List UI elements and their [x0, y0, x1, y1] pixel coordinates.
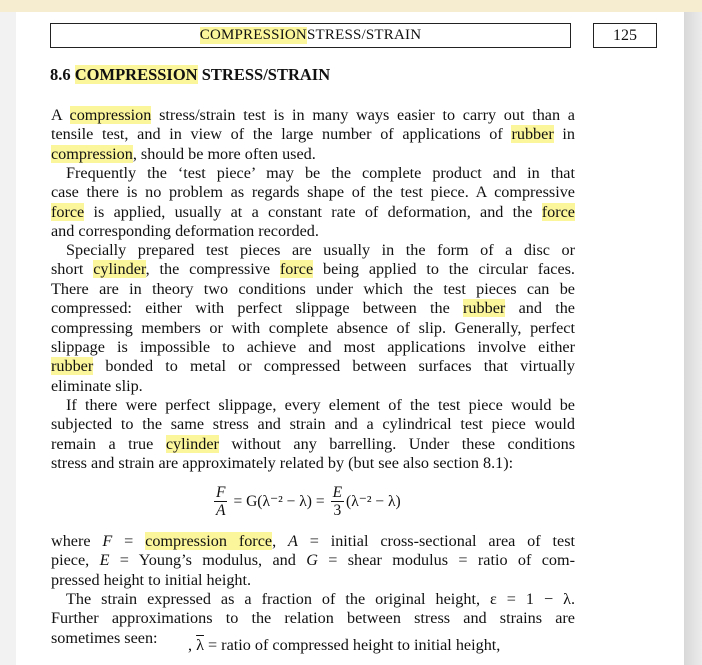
highlighted-term: rubber — [51, 357, 94, 376]
text-line — [51, 164, 575, 183]
text-run: stress and strain are approximately related by (but see also section 8.1): — [51, 454, 514, 473]
text-line — [51, 183, 575, 202]
text-line — [51, 241, 575, 260]
text-line — [51, 590, 575, 609]
lhs-denominator: A — [216, 502, 226, 519]
paragraph-3 — [51, 241, 575, 396]
paragraph-5 — [51, 532, 575, 590]
top-margin-strip — [0, 0, 702, 12]
text-run: If there were perfect slippage, every element of the test piece would be — [66, 396, 575, 414]
text-line — [51, 571, 575, 590]
running-head — [50, 23, 571, 48]
text-line — [51, 222, 575, 241]
text-run: eliminate slip. — [51, 376, 143, 395]
book-page — [16, 12, 684, 665]
text-line — [51, 609, 575, 628]
text-run: and the — [505, 299, 575, 318]
equation-tail: (λ⁻² − λ) — [346, 493, 401, 510]
lhs-fraction — [214, 484, 227, 519]
page-edge-shadow — [684, 12, 702, 665]
paragraph-2 — [51, 164, 575, 242]
text-run: pressed height to initial height. — [51, 570, 252, 589]
section-heading — [50, 65, 330, 85]
rhs-numerator: E — [332, 484, 343, 501]
text-run: in — [553, 125, 576, 144]
text-run: piece, — [51, 551, 100, 570]
section-title-highlight: COMPRESSION — [74, 65, 198, 84]
text-line — [51, 551, 575, 570]
highlighted-term: cylinder — [165, 434, 219, 453]
rhs-fraction — [331, 484, 344, 519]
text-line — [51, 454, 575, 473]
math-variable: E — [99, 551, 110, 570]
highlighted-term: compression — [51, 144, 133, 163]
lambda-bar-symbol: $\overline{\lambda}$ — [196, 636, 204, 654]
text-run: = — [112, 532, 146, 550]
rhs-denominator: 3 — [333, 502, 342, 519]
text-run: = shear modulus = ratio of com- — [317, 551, 575, 570]
last-line-text: = ratio of compressed height to initial height, — [203, 636, 501, 654]
text-line — [51, 338, 575, 357]
highlighted-term: rubber — [463, 299, 506, 318]
math-variable: G — [306, 551, 318, 570]
text-run: Frequently the ‘test piece’ may be the complete product and in that — [66, 164, 575, 182]
highlighted-term: compression force — [145, 532, 273, 550]
page-number: 125 — [593, 23, 657, 48]
math-variable: F — [102, 532, 113, 550]
text-run: is applied, usually at a constant rate of deformation, and the — [84, 202, 542, 221]
section-title: STRESS/STRAIN — [197, 65, 331, 84]
text-line — [51, 260, 575, 279]
math-variable: A — [287, 532, 298, 550]
text-line — [51, 319, 575, 338]
text-line — [51, 532, 575, 551]
highlighted-term: force — [541, 202, 575, 221]
text-run: and corresponding deformation recorded. — [51, 222, 319, 241]
text-run: , should be more often used. — [132, 144, 316, 163]
text-run: bonded to metal or compressed between surfaces that virtually — [93, 357, 575, 376]
highlighted-term: rubber — [511, 125, 554, 144]
highlighted-term: force — [279, 260, 314, 279]
equation-middle: = G(λ⁻² − λ) = — [233, 493, 325, 510]
highlighted-term: cylinder — [93, 260, 146, 279]
text-line — [51, 106, 575, 125]
text-run: Specially prepared test pieces are usually in the form of a disc or — [66, 241, 575, 259]
text-line — [51, 415, 575, 434]
text-run: tensile test, and in view of the large number of applications of — [51, 125, 512, 144]
text-run: = initial cross-sectional area of test — [297, 532, 576, 550]
text-line — [51, 377, 575, 396]
text-run: sometimes seen: — [51, 628, 158, 647]
comma-text: , — [188, 636, 197, 654]
text-run: subjected to the same stress and strain and a cylindrical test piece would — [51, 415, 575, 434]
text-run: case there is no problem as regards shape of the test piece. A compressive — [51, 183, 575, 202]
text-line — [51, 125, 575, 144]
paragraph-4 — [51, 396, 575, 474]
text-run: compressing members or with complete absence of slip. Generally, perfect — [51, 318, 575, 337]
partial-last-line — [51, 636, 611, 655]
text-run: The strain expressed as a fraction of the original height, ε = 1 − λ. — [66, 590, 575, 608]
text-run: stress/strain test is in many ways easier to carry out than a — [151, 106, 575, 124]
text-line — [51, 435, 575, 454]
text-line — [51, 357, 575, 376]
stress-strain-equation — [212, 484, 401, 519]
running-head-title: STRESS/STRAIN — [306, 27, 422, 43]
highlighted-term: force — [51, 202, 85, 221]
running-head-highlight: COMPRESSION — [199, 27, 307, 43]
text-line — [51, 299, 575, 318]
text-run: , — [272, 532, 288, 550]
text-line — [51, 396, 575, 415]
lhs-numerator: F — [216, 484, 226, 501]
text-run: compressed: either with perfect slippage between the — [51, 299, 464, 318]
text-run: remain a true — [51, 434, 166, 453]
section-number: 8.6 — [50, 65, 75, 84]
text-run: There are in theory two conditions under which the test pieces can be — [51, 279, 575, 298]
text-run: without any barrelling. Under these conditions — [218, 434, 575, 453]
text-line — [51, 280, 575, 299]
text-run: Further approximations to the relation between stress and strains are — [51, 609, 575, 628]
text-line — [51, 145, 575, 164]
paragraph-1 — [51, 106, 575, 164]
text-line — [51, 203, 575, 222]
text-run: where — [51, 532, 103, 550]
text-run: , the compressive — [145, 260, 280, 279]
text-run: = Young’s modulus, and — [109, 551, 307, 570]
text-run: A — [51, 106, 70, 124]
highlighted-term: compression — [69, 106, 152, 124]
text-run: being applied to the circular faces. — [313, 260, 575, 279]
text-run: short — [51, 260, 94, 279]
text-run: slippage is impossible to achieve and most applications involve either — [51, 338, 575, 357]
